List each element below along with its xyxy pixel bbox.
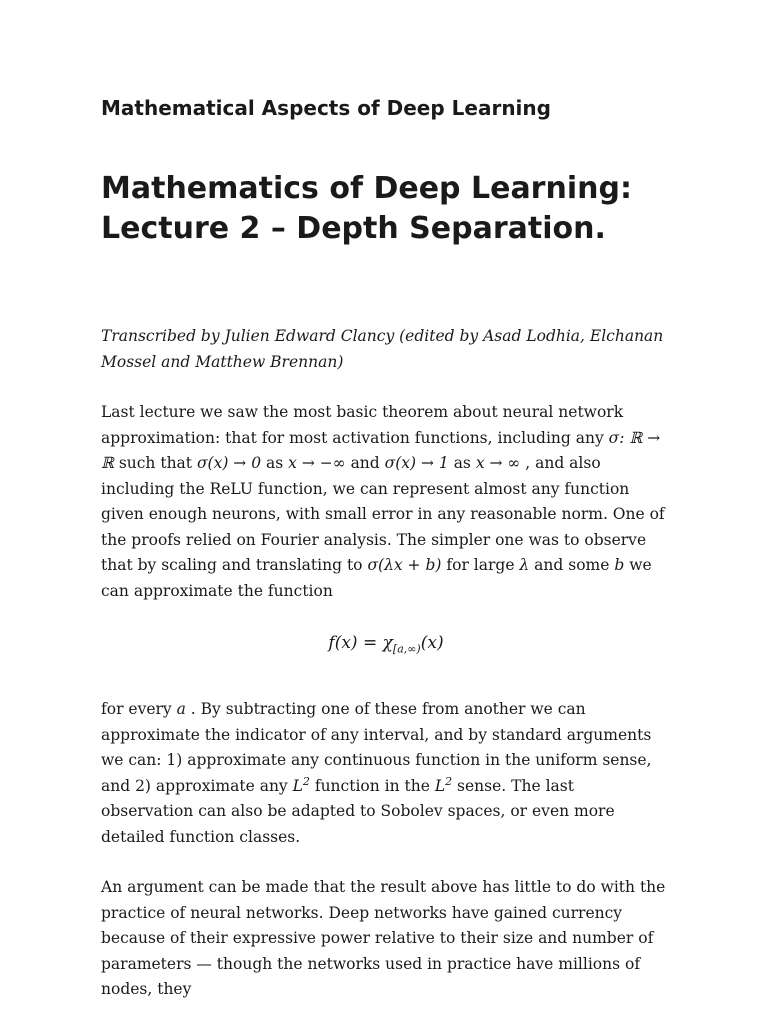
site-title[interactable]: Mathematical Aspects of Deep Learning — [101, 96, 551, 120]
transcription-credit: Transcribed by Julien Edward Clancy (edited by Asad Lodhia, Elchanan Mossel and Matthew Brennan) — [101, 327, 664, 371]
equation-subscript: [a,∞) — [392, 642, 421, 656]
display-equation — [101, 629, 671, 657]
math-a: a — [176, 700, 186, 718]
p1-text-6: , and also including the ReLU function, we can represent almost any function given enough neurons, with small error in any reasonable norm. One of the proofs relied on Fourier analysis. The simpler one was to observe that by scaling and translating to — [101, 454, 665, 574]
post-title — [101, 169, 701, 249]
equation-rhs: (x) — [420, 633, 444, 653]
p1-text-4: and — [345, 454, 385, 472]
p1-text-8: and some — [529, 556, 615, 574]
post-content — [101, 324, 671, 1028]
math-scaled-sigma: σ(λx + b) — [367, 556, 442, 574]
math-sigma-map: σ: ℝ → ℝ — [101, 428, 661, 472]
p1-text-9: we can approximate the function — [101, 556, 652, 600]
paragraph-3: An argument can be made that the result above has little to do with the practice of neural networks. Deep networks have gained currency because of their expressive power relative to their size and number of parameters — though the networks used in practice have millions of nodes, they — [101, 878, 666, 998]
p2-text-4: sense. The last observation can also be adapted to Sobolev spaces, or even more detailed function classes. — [101, 776, 615, 846]
p2-text-2: . By subtracting one of these from another we can approximate the indicator of any interval, and by standard arguments we can: 1) approximate any continuous function in the uniform sense, and 2) approximate any — [101, 700, 652, 795]
p1-text-7: for large — [441, 556, 520, 574]
math-b: b — [614, 556, 625, 574]
math-limit-one: σ(x) → 1 — [384, 454, 449, 472]
post-title-line-1: Mathematics of Deep Learning: — [101, 171, 632, 206]
math-L2-second: $L^2$ — [434, 774, 453, 795]
post-title-line-2: Lecture 2 – Depth Separation. — [101, 211, 606, 246]
math-L2-first: $L^2$ — [292, 774, 310, 795]
p1-text-2: such that — [113, 454, 197, 472]
p1-text-1: Last lecture we saw the most basic theorem about neural network approximation: that for most activation functions, including any — [101, 403, 624, 447]
math-lambda: λ — [519, 556, 530, 574]
paragraph-2 — [101, 697, 671, 850]
paragraph-1 — [101, 400, 671, 604]
equation-lhs: f(x) = χ — [328, 633, 393, 653]
math-x-inf: x → ∞ — [475, 454, 521, 472]
p1-text-5: as — [448, 454, 476, 472]
math-x-neg-inf: x → −∞ — [288, 454, 346, 472]
math-limit-zero: σ(x) → 0 — [196, 454, 262, 472]
p2-text-3: function in the — [309, 776, 435, 795]
p1-text-3: as — [261, 454, 289, 472]
p2-text-1: for every — [101, 700, 177, 718]
